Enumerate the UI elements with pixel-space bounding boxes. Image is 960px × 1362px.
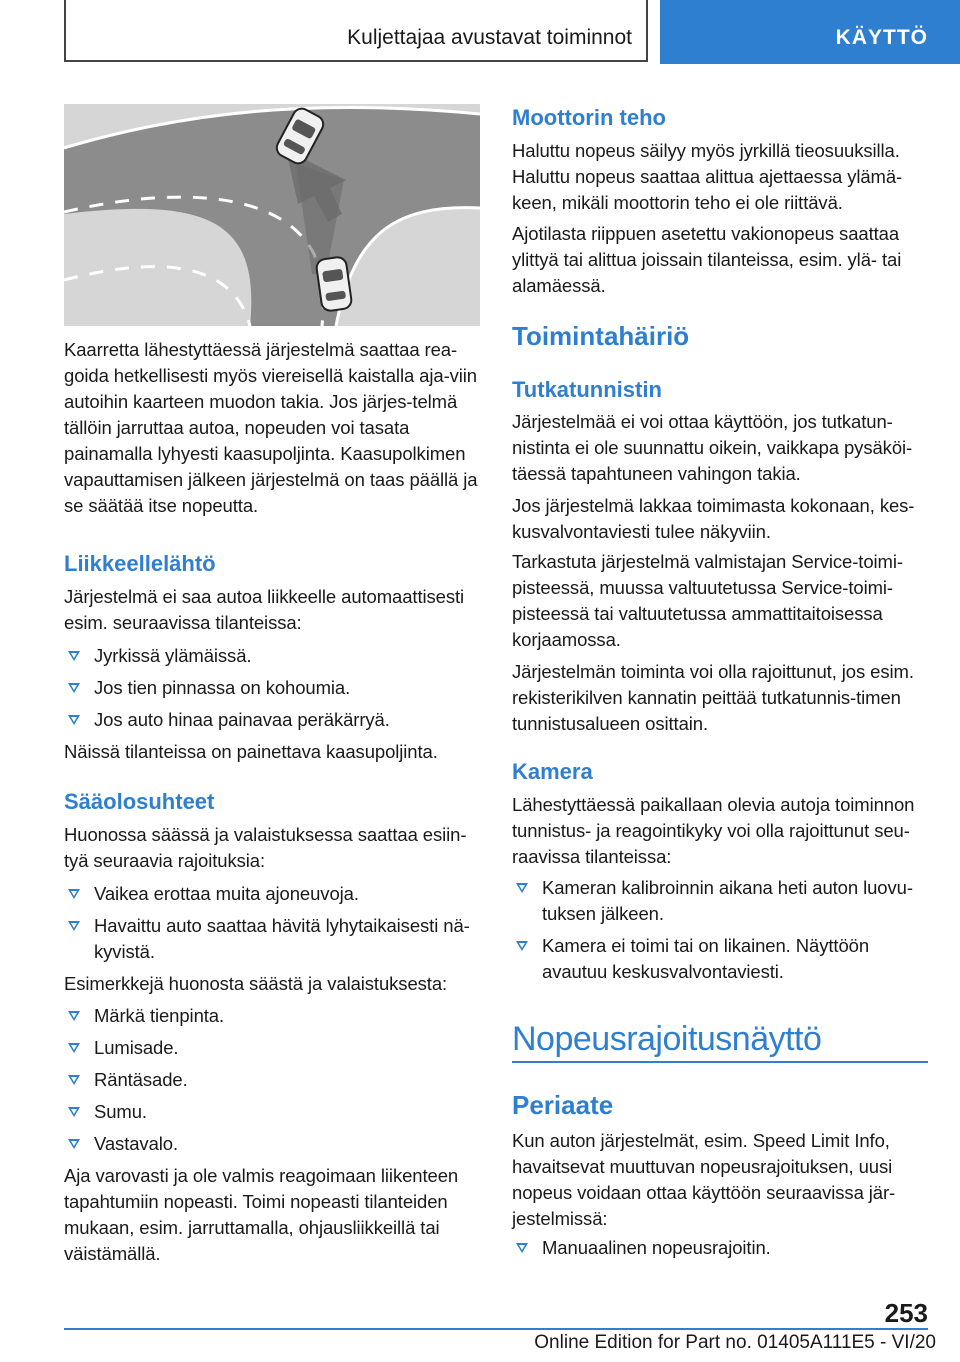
kamera-intro: Lähestyttäessä paikallaan olevia autoja toiminnon tunnistus- ja reagointikyky voi olla rajoittunut seu-raavissa tilanteissa:	[512, 794, 915, 867]
heading-rule	[512, 1061, 928, 1063]
periaate-intro: Kun auton järjestelmät, esim. Speed Limit Info, havaitsevat muuttuvan nopeusrajoituksen, uusi nopeus voidaan ottaa käyttöön seuraavissa jär-jestelmissä:	[512, 1130, 896, 1229]
bullet-triangle-icon	[516, 1243, 528, 1253]
tutka-p3: Tarkastuta järjestelmä valmistajan Service-toimi-pisteessä, muussa valtuutetussa Service-toimi-pisteessä tai valtuutetussa ammattitaitoisessa korjaamossa.	[512, 551, 903, 650]
list-item: Jyrkissä ylämäissä.	[64, 643, 480, 669]
list-item: Sumu.	[64, 1099, 480, 1125]
list-item: Jos tien pinnassa on kohoumia.	[64, 675, 480, 701]
bullet-triangle-icon	[68, 651, 80, 661]
list-item: Räntäsade.	[64, 1067, 480, 1093]
heading-toimintahairio: Toimintahäiriö	[512, 321, 690, 351]
heading-tutkatunnistin: Tutkatunnistin	[512, 377, 662, 402]
bullet-triangle-icon	[516, 941, 528, 951]
edition-line: Online Edition for Part no. 01405A111E5 - VI/20	[534, 1332, 936, 1353]
page-header	[0, 0, 960, 66]
chapter-tab-label: KÄYTTÖ	[835, 26, 928, 49]
saa-examples-intro: Esimerkkejä huonosta säästä ja valaistuksesta:	[64, 973, 448, 994]
moottori-p1: Haluttu nopeus säilyy myös jyrkillä tieosuuksilla. Haluttu nopeus saattaa alittua ajettaessa ylämä-keen, mikäli moottorin teho ei ole riittävä.	[512, 140, 903, 213]
list-item: Vastavalo.	[64, 1131, 480, 1157]
tutka-p4: Järjestelmän toiminta voi olla rajoittunut, jos esim. rekisterikilven kannatin peittää tutkatunnis-timen tunnistusalueen osittain.	[512, 661, 914, 734]
list-item: Lumisade.	[64, 1035, 480, 1061]
bullet-triangle-icon	[516, 883, 528, 893]
chapter-tab	[660, 0, 960, 64]
list-item: Märkä tienpinta.	[64, 1003, 480, 1029]
footer-rule	[64, 1328, 928, 1330]
saa-intro: Huonossa säässä ja valaistuksessa saattaa esiin-tyä seuraavia rajoituksia:	[64, 824, 467, 871]
heading-nopeusrajoitusnaytto: Nopeusrajoitusnäyttö	[512, 1020, 822, 1058]
list-item: Kamera ei toimi tai on likainen. Näyttöön avautuu keskusvalvontaviesti.	[512, 933, 928, 985]
list-item: Kameran kalibroinnin aikana heti auton luovu-tuksen jälkeen.	[512, 875, 928, 927]
heading-saaolosuhteet: Sääolosuhteet	[64, 789, 215, 814]
bullet-triangle-icon	[68, 921, 80, 931]
section-title: Kuljettajaa avustavat toiminnot	[347, 26, 632, 49]
bullet-triangle-icon	[68, 1107, 80, 1117]
bullet-triangle-icon	[68, 1043, 80, 1053]
heading-liikkeellelahto: Liikkeellelähtö	[64, 551, 216, 576]
list-item: Vaikea erottaa muita ajoneuvoja.	[64, 881, 480, 907]
liikkeelle-outro: Näissä tilanteissa on painettava kaasupoljinta.	[64, 741, 438, 762]
bullet-triangle-icon	[68, 1075, 80, 1085]
bullet-triangle-icon	[68, 889, 80, 899]
figure-caption: Kaarretta lähestyttäessä järjestelmä saattaa rea-goida hetkellisesti myös viereisellä kaistalla aja-viin autoihin kaarteen muodon takia. Jos järjes-telmä tällöin jarruttaa autoa, nopeuden voi tasata painamalla lyhyesti kaasupoljinta. Kaasupolkimen vapauttamisen jälkeen järjestelmä on taas päällä ja se säätää itse nopeutta.	[64, 339, 478, 516]
heading-moottorin-teho: Moottorin teho	[512, 105, 666, 130]
curve-illustration	[64, 104, 480, 326]
bullet-triangle-icon	[68, 715, 80, 725]
bullet-triangle-icon	[68, 683, 80, 693]
heading-kamera: Kamera	[512, 759, 593, 784]
tutka-p2: Jos järjestelmä lakkaa toimimasta kokonaan, kes-kusvalvontaviesti tulee näkyviin.	[512, 495, 915, 542]
list-item: Havaittu auto saattaa hävitä lyhytaikaisesti nä-kyvistä.	[64, 913, 480, 965]
bullet-triangle-icon	[68, 1011, 80, 1021]
tutka-p1: Järjestelmää ei voi ottaa käyttöön, jos tutkatun-nistinta ei ole suunnattu oikein, vaikkapa pysäköi-täessä tapahtuneen vahingon takia.	[512, 411, 913, 484]
liikkeelle-intro: Järjestelmä ei saa autoa liikkeelle automaattisesti esim. seuraavissa tilanteissa:	[64, 586, 465, 633]
heading-periaate: Periaate	[512, 1090, 614, 1120]
moottori-p2: Ajotilasta riippuen asetettu vakionopeus saattaa ylittyä tai alittua joissain tilanteissa, esim. ylä- tai alamäessä.	[512, 223, 902, 296]
page-number: 253	[884, 1298, 928, 1328]
saa-outro: Aja varovasti ja ole valmis reagoimaan liikenteen tapahtumiin nopeasti. Toimi nopeasti tilanteiden mukaan, esim. jarruttamalla, ohjausliikkeillä tai väistämällä.	[64, 1165, 459, 1264]
list-item: Jos auto hinaa painavaa peräkärryä.	[64, 707, 480, 733]
bullet-triangle-icon	[68, 1139, 80, 1149]
list-item: Manuaalinen nopeusrajoitin.	[512, 1235, 928, 1261]
section-header-box	[64, 0, 648, 62]
